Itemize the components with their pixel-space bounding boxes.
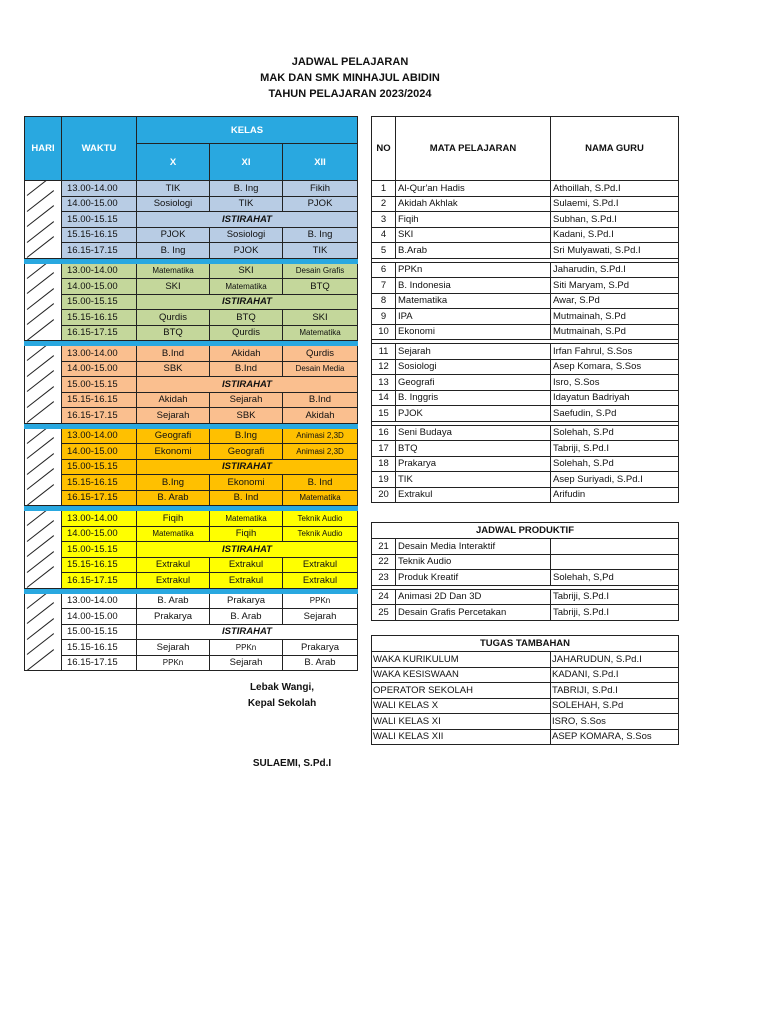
tugas-person: SOLEHAH, S.Pd <box>551 698 679 714</box>
subject-cell: Prakarya <box>210 593 283 609</box>
subject-cell: BTQ <box>210 310 283 326</box>
tugas-row <box>372 667 679 683</box>
subject-cell: SBK <box>210 408 283 424</box>
time-cell: 15.15-16.15 <box>62 557 137 573</box>
teacher-name: Athoillah, S.Pd.I <box>551 181 679 197</box>
subject-row <box>372 472 679 488</box>
subject-row <box>372 181 679 197</box>
time-cell: 13.00-14.00 <box>62 181 137 197</box>
subject-cell: TIK <box>137 181 210 197</box>
schedule-row <box>25 361 358 377</box>
time-cell: 15.15-16.15 <box>62 392 137 408</box>
produktif-title: JADWAL PRODUKTIF <box>372 523 679 539</box>
subject-name: Al-Qur'an Hadis <box>396 181 551 197</box>
subject-name: Fiqih <box>396 212 551 228</box>
produktif-table <box>371 522 679 621</box>
teacher-name: Jaharudin, S.Pd.I <box>551 262 679 278</box>
subject-name: B. Inggris <box>396 390 551 406</box>
subject-cell: Extrakul <box>283 573 358 589</box>
subject-cell: Qurdis <box>283 346 358 362</box>
subject-cell: Fikih <box>283 181 358 197</box>
produktif-teacher <box>551 554 679 570</box>
subject-cell: B. Ing <box>137 243 210 259</box>
subject-cell: Sejarah <box>137 640 210 656</box>
subject-number: 3 <box>372 212 396 228</box>
subject-cell: Sejarah <box>210 392 283 408</box>
produktif-subject: Desain Media Interaktif <box>396 539 551 555</box>
tugas-row <box>372 729 679 745</box>
time-cell: 14.00-15.00 <box>62 361 137 377</box>
subject-cell: PPKn <box>210 640 283 656</box>
header-nama-guru: NAMA GURU <box>551 117 679 181</box>
produktif-row <box>372 539 679 555</box>
time-cell: 16.15-17.15 <box>62 655 137 671</box>
subject-cell: Akidah <box>210 346 283 362</box>
time-cell: 13.00-14.00 <box>62 428 137 444</box>
subject-number: 15 <box>372 406 396 422</box>
subject-cell: Geografi <box>137 428 210 444</box>
produktif-number: 22 <box>372 554 396 570</box>
tugas-person: TABRIJI, S.Pd.I <box>551 683 679 699</box>
header-kelas: KELAS <box>137 117 358 144</box>
schedule-table <box>24 116 358 671</box>
signature-name: SULAEMI, S.Pd.I <box>252 758 332 769</box>
subject-cell: Ekonomi <box>210 475 283 491</box>
header-mata-pelajaran: MATA PELAJARAN <box>396 117 551 181</box>
signature-role: Kepal Sekolah <box>247 698 317 709</box>
subject-cell: SKI <box>283 310 358 326</box>
subject-row <box>372 375 679 391</box>
schedule-row <box>25 490 358 506</box>
subject-row <box>372 406 679 422</box>
subject-row <box>372 262 679 278</box>
schedule-row <box>25 181 358 197</box>
subject-cell: Animasi 2,3D <box>283 444 358 460</box>
subject-number: 6 <box>372 262 396 278</box>
subject-number: 13 <box>372 375 396 391</box>
subject-name: Sejarah <box>396 344 551 360</box>
subject-cell: Fiqih <box>137 511 210 527</box>
subject-row <box>372 441 679 457</box>
teacher-name: Sri Mulyawati, S.Pd.I <box>551 243 679 259</box>
subject-name: IPA <box>396 309 551 325</box>
time-cell: 16.15-17.15 <box>62 408 137 424</box>
subject-name: B. Indonesia <box>396 278 551 294</box>
subject-cell: Extrakul <box>283 557 358 573</box>
subject-cell: B. Arab <box>283 655 358 671</box>
produktif-subject: Teknik Audio <box>396 554 551 570</box>
time-cell: 15.00-15.15 <box>62 624 137 640</box>
subject-cell: SKI <box>210 263 283 279</box>
schedule-row <box>25 444 358 460</box>
produktif-subject: Animasi 2D Dan 3D <box>396 589 551 605</box>
day-cell <box>25 181 62 259</box>
subject-cell: PJOK <box>137 227 210 243</box>
produktif-row <box>372 605 679 621</box>
break-cell: ISTIRAHAT <box>137 294 358 310</box>
schedule-row <box>25 408 358 424</box>
teacher-name: Mutmainah, S.Pd <box>551 324 679 340</box>
subject-cell: B. Arab <box>137 593 210 609</box>
schedule-row <box>25 526 358 542</box>
subject-name: TIK <box>396 472 551 488</box>
subject-row <box>372 487 679 503</box>
teacher-name: Arifudin <box>551 487 679 503</box>
tugas-row <box>372 683 679 699</box>
day-cell <box>25 593 62 671</box>
subject-number: 17 <box>372 441 396 457</box>
break-cell: ISTIRAHAT <box>137 212 358 228</box>
time-cell: 13.00-14.00 <box>62 263 137 279</box>
subject-row <box>372 359 679 375</box>
subject-row <box>372 390 679 406</box>
time-cell: 14.00-15.00 <box>62 609 137 625</box>
subject-cell: BTQ <box>283 279 358 295</box>
subject-number: 4 <box>372 227 396 243</box>
produktif-number: 21 <box>372 539 396 555</box>
subject-cell: Akidah <box>137 392 210 408</box>
produktif-number: 25 <box>372 605 396 621</box>
tugas-role: WALI KELAS X <box>372 698 551 714</box>
subject-name: PJOK <box>396 406 551 422</box>
teacher-name: Mutmainah, S.Pd <box>551 309 679 325</box>
subject-name: Ekonomi <box>396 324 551 340</box>
subject-cell: B. Ind <box>210 490 283 506</box>
break-cell: ISTIRAHAT <box>137 542 358 558</box>
day-cell <box>25 428 62 506</box>
tugas-role: WALI KELAS XII <box>372 729 551 745</box>
subject-number: 11 <box>372 344 396 360</box>
tugas-person: ASEP KOMARA, S.Sos <box>551 729 679 745</box>
schedule-row <box>25 196 358 212</box>
subject-cell: Extrakul <box>137 573 210 589</box>
header-no: NO <box>372 117 396 181</box>
break-cell: ISTIRAHAT <box>137 459 358 475</box>
subject-cell: BTQ <box>137 325 210 341</box>
produktif-subject: Produk Kreatif <box>396 570 551 586</box>
schedule-row <box>25 243 358 259</box>
time-cell: 13.00-14.00 <box>62 511 137 527</box>
subject-cell: B.Ind <box>137 346 210 362</box>
schedule-row <box>25 263 358 279</box>
subject-number: 2 <box>372 196 396 212</box>
subject-row <box>372 344 679 360</box>
document-title <box>0 54 700 102</box>
time-cell: 16.15-17.15 <box>62 573 137 589</box>
teacher-name: Asep Suriyadi, S.Pd.I <box>551 472 679 488</box>
teacher-name: Irfan Fahrul, S.Sos <box>551 344 679 360</box>
title-line-3: TAHUN PELAJARAN 2023/2024 <box>268 88 432 100</box>
subject-cell: Sejarah <box>283 609 358 625</box>
produktif-subject: Desain Grafis Percetakan <box>396 605 551 621</box>
schedule-row <box>25 655 358 671</box>
time-cell: 15.15-16.15 <box>62 640 137 656</box>
subject-name: Prakarya <box>396 456 551 472</box>
subject-cell: Matematika <box>283 325 358 341</box>
signature-place: Lebak Wangi, <box>249 682 315 693</box>
time-cell: 16.15-17.15 <box>62 325 137 341</box>
tugas-tambahan-table <box>371 635 679 745</box>
subject-number: 12 <box>372 359 396 375</box>
schedule-row <box>25 392 358 408</box>
tugas-person: JAHARUDUN, S.Pd.I <box>551 652 679 668</box>
teacher-name: Siti Maryam, S.Pd <box>551 278 679 294</box>
day-cell <box>25 346 62 424</box>
subject-cell: Prakarya <box>283 640 358 656</box>
break-cell: ISTIRAHAT <box>137 377 358 393</box>
subject-name: Akidah Akhlak <box>396 196 551 212</box>
subject-number: 20 <box>372 487 396 503</box>
teacher-name: Awar, S.Pd <box>551 293 679 309</box>
subject-cell: Animasi 2,3D <box>283 428 358 444</box>
subject-row <box>372 227 679 243</box>
subject-cell: Matematika <box>137 263 210 279</box>
time-cell: 16.15-17.15 <box>62 490 137 506</box>
time-cell: 14.00-15.00 <box>62 279 137 295</box>
subject-number: 10 <box>372 324 396 340</box>
schedule-row <box>25 310 358 326</box>
tugas-role: WAKA KURIKULUM <box>372 652 551 668</box>
subject-teacher-table <box>371 116 679 503</box>
subject-cell: Matematika <box>210 279 283 295</box>
schedule-row <box>25 377 358 393</box>
subject-cell: Sejarah <box>210 655 283 671</box>
subject-cell: Teknik Audio <box>283 526 358 542</box>
break-cell: ISTIRAHAT <box>137 624 358 640</box>
teacher-name: Subhan, S.Pd.I <box>551 212 679 228</box>
schedule-row <box>25 346 358 362</box>
header-hari: HARI <box>25 117 62 181</box>
subject-name: SKI <box>396 227 551 243</box>
subject-number: 9 <box>372 309 396 325</box>
subject-cell: B. Arab <box>137 490 210 506</box>
subject-name: Geografi <box>396 375 551 391</box>
subject-cell: TIK <box>283 243 358 259</box>
schedule-row <box>25 279 358 295</box>
subject-cell: Desain Grafis <box>283 263 358 279</box>
subject-row <box>372 212 679 228</box>
tugas-role: WALI KELAS XI <box>372 714 551 730</box>
teacher-name: Sulaemi, S.Pd.I <box>551 196 679 212</box>
subject-row <box>372 309 679 325</box>
schedule-row <box>25 212 358 228</box>
subject-name: Seni Budaya <box>396 425 551 441</box>
subject-row <box>372 243 679 259</box>
subject-cell: B.Ind <box>283 392 358 408</box>
subject-cell: PPKn <box>283 593 358 609</box>
teacher-name: Solehah, S.Pd <box>551 425 679 441</box>
produktif-number: 24 <box>372 589 396 605</box>
header-waktu: WAKTU <box>62 117 137 181</box>
time-cell: 15.00-15.15 <box>62 212 137 228</box>
produktif-teacher: Tabriji, S.Pd.I <box>551 589 679 605</box>
subject-cell: Qurdis <box>210 325 283 341</box>
produktif-row <box>372 554 679 570</box>
teacher-name: Isro, S.Sos <box>551 375 679 391</box>
subject-cell: B. Arab <box>210 609 283 625</box>
schedule-row <box>25 428 358 444</box>
time-cell: 15.15-16.15 <box>62 227 137 243</box>
tugas-row <box>372 698 679 714</box>
subject-cell: B. Ing <box>210 181 283 197</box>
tugas-person: ISRO, S.Sos <box>551 714 679 730</box>
subject-row <box>372 278 679 294</box>
title-line-1: JADWAL PELAJARAN <box>291 56 409 68</box>
teacher-name: Asep Komara, S.Sos <box>551 359 679 375</box>
subject-cell: Qurdis <box>137 310 210 326</box>
produktif-teacher: Tabriji, S.Pd.I <box>551 605 679 621</box>
subject-cell: B. Ind <box>283 475 358 491</box>
subject-row <box>372 293 679 309</box>
produktif-number: 23 <box>372 570 396 586</box>
subject-cell: SBK <box>137 361 210 377</box>
schedule-row <box>25 573 358 589</box>
produktif-row <box>372 589 679 605</box>
subject-cell: Geografi <box>210 444 283 460</box>
schedule-row <box>25 294 358 310</box>
schedule-row <box>25 624 358 640</box>
subject-cell: Teknik Audio <box>283 511 358 527</box>
time-cell: 15.15-16.15 <box>62 310 137 326</box>
subject-cell: Akidah <box>283 408 358 424</box>
time-cell: 15.00-15.15 <box>62 294 137 310</box>
subject-name: B.Arab <box>396 243 551 259</box>
schedule-row <box>25 609 358 625</box>
subject-name: Sosiologi <box>396 359 551 375</box>
time-cell: 15.00-15.15 <box>62 377 137 393</box>
subject-cell: Matematika <box>137 526 210 542</box>
schedule-row <box>25 511 358 527</box>
tugas-role: OPERATOR SEKOLAH <box>372 683 551 699</box>
schedule-row <box>25 640 358 656</box>
header-class-x: X <box>137 144 210 181</box>
subject-row <box>372 425 679 441</box>
subject-cell: Sosiologi <box>210 227 283 243</box>
header-class-xii: XII <box>283 144 358 181</box>
time-cell: 14.00-15.00 <box>62 196 137 212</box>
subject-cell: Fiqih <box>210 526 283 542</box>
schedule-row <box>25 227 358 243</box>
tugas-row <box>372 652 679 668</box>
subject-cell: PJOK <box>210 243 283 259</box>
produktif-teacher <box>551 539 679 555</box>
subject-cell: Desain Media <box>283 361 358 377</box>
tugas-row <box>372 714 679 730</box>
subject-name: Extrakul <box>396 487 551 503</box>
subject-row <box>372 196 679 212</box>
subject-row <box>372 324 679 340</box>
subject-name: Matematika <box>396 293 551 309</box>
subject-number: 7 <box>372 278 396 294</box>
subject-cell: PPKn <box>137 655 210 671</box>
subject-number: 14 <box>372 390 396 406</box>
tugas-person: KADANI, S.Pd.I <box>551 667 679 683</box>
schedule-row <box>25 475 358 491</box>
subject-cell: Extrakul <box>137 557 210 573</box>
title-line-2: MAK DAN SMK MINHAJUL ABIDIN <box>260 72 440 84</box>
subject-cell: B. Ing <box>283 227 358 243</box>
subject-name: PPKn <box>396 262 551 278</box>
day-cell <box>25 263 62 341</box>
subject-cell: TIK <box>210 196 283 212</box>
subject-cell: Matematika <box>283 490 358 506</box>
time-cell: 15.15-16.15 <box>62 475 137 491</box>
subject-cell: SKI <box>137 279 210 295</box>
header-class-xi: XI <box>210 144 283 181</box>
subject-row <box>372 456 679 472</box>
schedule-row <box>25 593 358 609</box>
tugas-role: WAKA KESISWAAN <box>372 667 551 683</box>
time-cell: 16.15-17.15 <box>62 243 137 259</box>
subject-number: 18 <box>372 456 396 472</box>
subject-number: 16 <box>372 425 396 441</box>
subject-cell: B.Ing <box>137 475 210 491</box>
schedule-row <box>25 557 358 573</box>
subject-cell: Extrakul <box>210 557 283 573</box>
time-cell: 15.00-15.15 <box>62 542 137 558</box>
tugas-title: TUGAS TAMBAHAN <box>372 636 679 652</box>
subject-number: 8 <box>372 293 396 309</box>
time-cell: 13.00-14.00 <box>62 593 137 609</box>
subject-cell: Prakarya <box>137 609 210 625</box>
subject-name: BTQ <box>396 441 551 457</box>
teacher-name: Kadani, S.Pd.I <box>551 227 679 243</box>
subject-cell: Sosiologi <box>137 196 210 212</box>
subject-number: 19 <box>372 472 396 488</box>
subject-cell: PJOK <box>283 196 358 212</box>
time-cell: 14.00-15.00 <box>62 526 137 542</box>
teacher-name: Saefudin, S.Pd <box>551 406 679 422</box>
day-cell <box>25 511 62 589</box>
subject-cell: B.Ind <box>210 361 283 377</box>
teacher-name: Tabriji, S.Pd.I <box>551 441 679 457</box>
schedule-row <box>25 325 358 341</box>
schedule-row <box>25 542 358 558</box>
teacher-name: Idayatun Badriyah <box>551 390 679 406</box>
time-cell: 13.00-14.00 <box>62 346 137 362</box>
subject-cell: Ekonomi <box>137 444 210 460</box>
subject-cell: Matematika <box>210 511 283 527</box>
schedule-row <box>25 459 358 475</box>
produktif-teacher: Solehah, S,Pd <box>551 570 679 586</box>
produktif-row <box>372 570 679 586</box>
subject-cell: B.Ing <box>210 428 283 444</box>
subject-number: 5 <box>372 243 396 259</box>
subject-cell: Sejarah <box>137 408 210 424</box>
subject-cell: Extrakul <box>210 573 283 589</box>
time-cell: 14.00-15.00 <box>62 444 137 460</box>
subject-number: 1 <box>372 181 396 197</box>
time-cell: 15.00-15.15 <box>62 459 137 475</box>
teacher-name: Solehah, S.Pd <box>551 456 679 472</box>
